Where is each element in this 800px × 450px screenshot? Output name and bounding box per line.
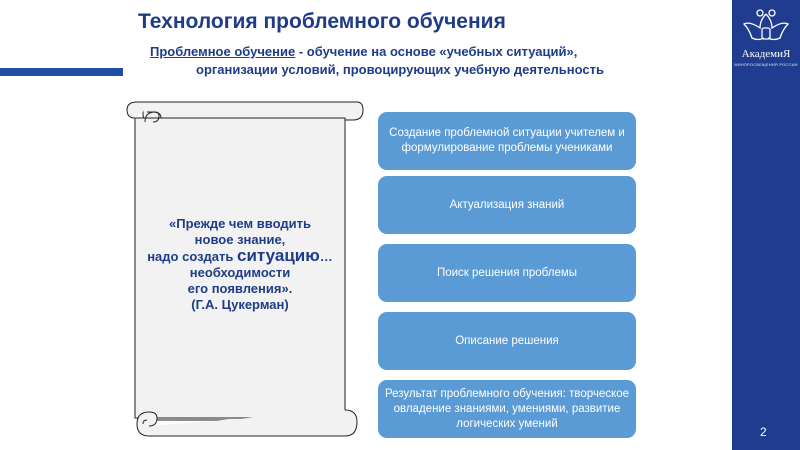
step-box: Актуализация знаний bbox=[378, 176, 636, 234]
quote-emphasis: ситуацию bbox=[237, 246, 320, 265]
quote-author: (Г.А. Цукерман) bbox=[191, 297, 289, 312]
slide-title: Технология проблемного обучения bbox=[138, 10, 506, 33]
definition-text: - обучение на основе «учебных ситуаций», bbox=[295, 44, 578, 59]
quote-line: «Прежде чем вводить bbox=[169, 216, 311, 231]
accent-bar bbox=[0, 68, 123, 76]
definition bbox=[150, 43, 630, 79]
quote-line: его появления». bbox=[187, 281, 293, 296]
definition-term: Проблемное обучение bbox=[150, 44, 296, 59]
quote-text: надо создать bbox=[147, 249, 238, 264]
step-box: Поиск решения проблемы bbox=[378, 244, 636, 302]
logo-tagline: МИНПРОСВЕЩЕНИЯ РОССИИ bbox=[734, 62, 798, 67]
quote-line: необходимости bbox=[189, 265, 291, 280]
quote-text: … bbox=[319, 249, 333, 264]
definition-line2: организации условий, провоцирующих учебную деятельность bbox=[196, 62, 605, 77]
quote-block bbox=[140, 216, 340, 313]
step-box: Создание проблемной ситуации учителем и формулирование проблемы учениками bbox=[378, 112, 636, 170]
step-box: Описание решения bbox=[378, 312, 636, 370]
quote-line bbox=[140, 248, 340, 265]
logo-name: АкадемиЯ bbox=[741, 48, 791, 60]
page-number: 2 bbox=[760, 425, 767, 439]
step-box: Результат проблемного обучения: творческое овладение знаниями, умениями, развитие логических умений bbox=[378, 380, 636, 438]
quote-line: новое знание, bbox=[194, 232, 286, 247]
